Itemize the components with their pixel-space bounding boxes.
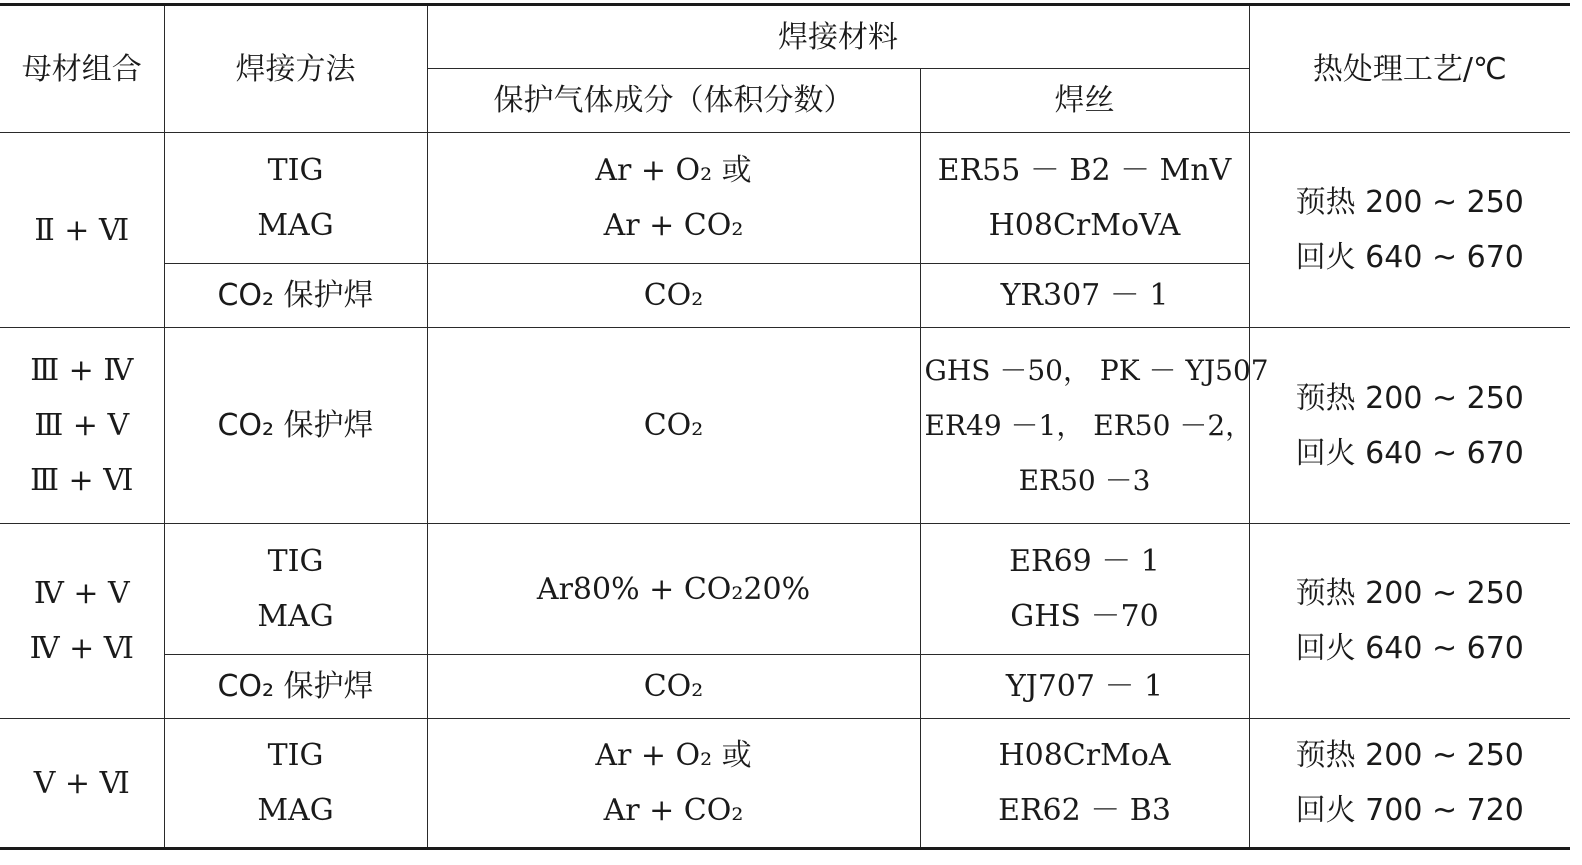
combo-cell (0, 719, 164, 849)
table-row (0, 133, 1570, 264)
wire-line: YJ707 － 1 (1005, 669, 1164, 704)
gas-line: Ar + CO₂ (603, 793, 744, 828)
wire-line: H08CrMoA (998, 738, 1171, 773)
heat-line: 回火 640 ~ 670 (1295, 240, 1524, 275)
combo-cell (0, 524, 164, 719)
wire-cell (920, 524, 1249, 655)
gas-cell (427, 328, 920, 524)
combo-line: Ⅳ + Ⅵ (29, 631, 134, 666)
wire-line: ER50 －3 (1018, 464, 1151, 497)
gas-cell (427, 133, 920, 264)
gas-cell (427, 264, 920, 328)
gas-line: CO₂ (643, 669, 704, 704)
method-line: TIG (267, 738, 324, 773)
wire-line: H08CrMoVA (988, 208, 1181, 243)
header-row-1 (0, 5, 1570, 69)
wire-line: GHS －70 (1010, 599, 1159, 634)
heat-line: 回火 640 ~ 670 (1295, 631, 1524, 666)
header-base-combo: 母材组合 (0, 5, 164, 133)
method-cell (164, 719, 427, 849)
heat-line: 回火 640 ~ 670 (1295, 435, 1524, 471)
gas-line: CO₂ (643, 278, 704, 313)
table-row (0, 328, 1570, 524)
table-row (0, 719, 1570, 849)
method-cell (164, 524, 427, 655)
gas-cell (427, 719, 920, 849)
gas-cell (427, 524, 920, 655)
gas-line: Ar + O₂ 或 (595, 153, 752, 188)
gas-line: Ar + O₂ 或 (595, 738, 752, 773)
heat-line: 预热 200 ~ 250 (1295, 576, 1524, 611)
method-line: CO₂ 保护焊 (217, 408, 374, 443)
wire-cell (920, 264, 1249, 328)
method-line: MAG (257, 793, 334, 828)
heat-cell (1249, 133, 1570, 328)
combo-line: Ⅱ + Ⅵ (34, 212, 130, 248)
wire-line: ER55 － B2 － MnV (937, 153, 1232, 188)
wire-line: ER62 － B3 (998, 793, 1171, 828)
welding-materials-table (0, 3, 1570, 850)
gas-line: CO₂ (643, 408, 704, 443)
combo-cell (0, 133, 164, 328)
wire-line: YR307 － 1 (1000, 278, 1169, 313)
method-cell (164, 655, 427, 719)
method-cell (164, 264, 427, 328)
header-materials: 焊接材料 (427, 5, 1249, 69)
method-line: TIG (267, 153, 324, 188)
heat-line: 预热 200 ~ 250 (1295, 185, 1524, 220)
gas-line: Ar + CO₂ (603, 208, 744, 243)
wire-cell (920, 328, 1269, 524)
combo-cell (0, 328, 164, 524)
heat-cell (1249, 328, 1570, 524)
gas-line: Ar80% + CO₂20% (536, 571, 811, 607)
combo-line: Ⅲ + Ⅳ (30, 353, 134, 388)
method-line: CO₂ 保护焊 (217, 278, 374, 313)
combo-line: Ⅲ + Ⅴ (34, 408, 130, 443)
method-line: MAG (257, 208, 334, 243)
wire-line: ER69 － 1 (1009, 544, 1160, 579)
heat-line: 预热 200 ~ 250 (1295, 738, 1524, 773)
method-line: MAG (257, 599, 334, 634)
table-row (0, 524, 1570, 655)
combo-line: Ⅲ + Ⅵ (30, 463, 134, 498)
method-cell (164, 328, 427, 524)
combo-line: Ⅴ + Ⅵ (33, 765, 130, 801)
header-method: 焊接方法 (164, 5, 427, 133)
wire-cell (920, 719, 1249, 849)
combo-line: Ⅳ + Ⅴ (33, 576, 130, 611)
wire-cell (920, 655, 1249, 719)
heat-cell (1249, 719, 1570, 849)
method-cell (164, 133, 427, 264)
wire-line: ER49 －1， ER50 －2， (924, 409, 1254, 442)
header-gas: 保护气体成分（体积分数） (427, 69, 920, 133)
heat-line: 预热 200 ~ 250 (1295, 380, 1524, 416)
wire-line: GHS －50， PK － YJ507 (924, 354, 1269, 387)
method-line: TIG (267, 544, 324, 579)
header-wire: 焊丝 (920, 69, 1249, 133)
heat-line: 回火 700 ~ 720 (1295, 793, 1524, 828)
gas-cell (427, 655, 920, 719)
method-line: CO₂ 保护焊 (217, 669, 374, 704)
heat-cell (1249, 524, 1570, 719)
wire-cell (920, 133, 1249, 264)
header-heat: 热处理工艺/℃ (1249, 5, 1570, 133)
